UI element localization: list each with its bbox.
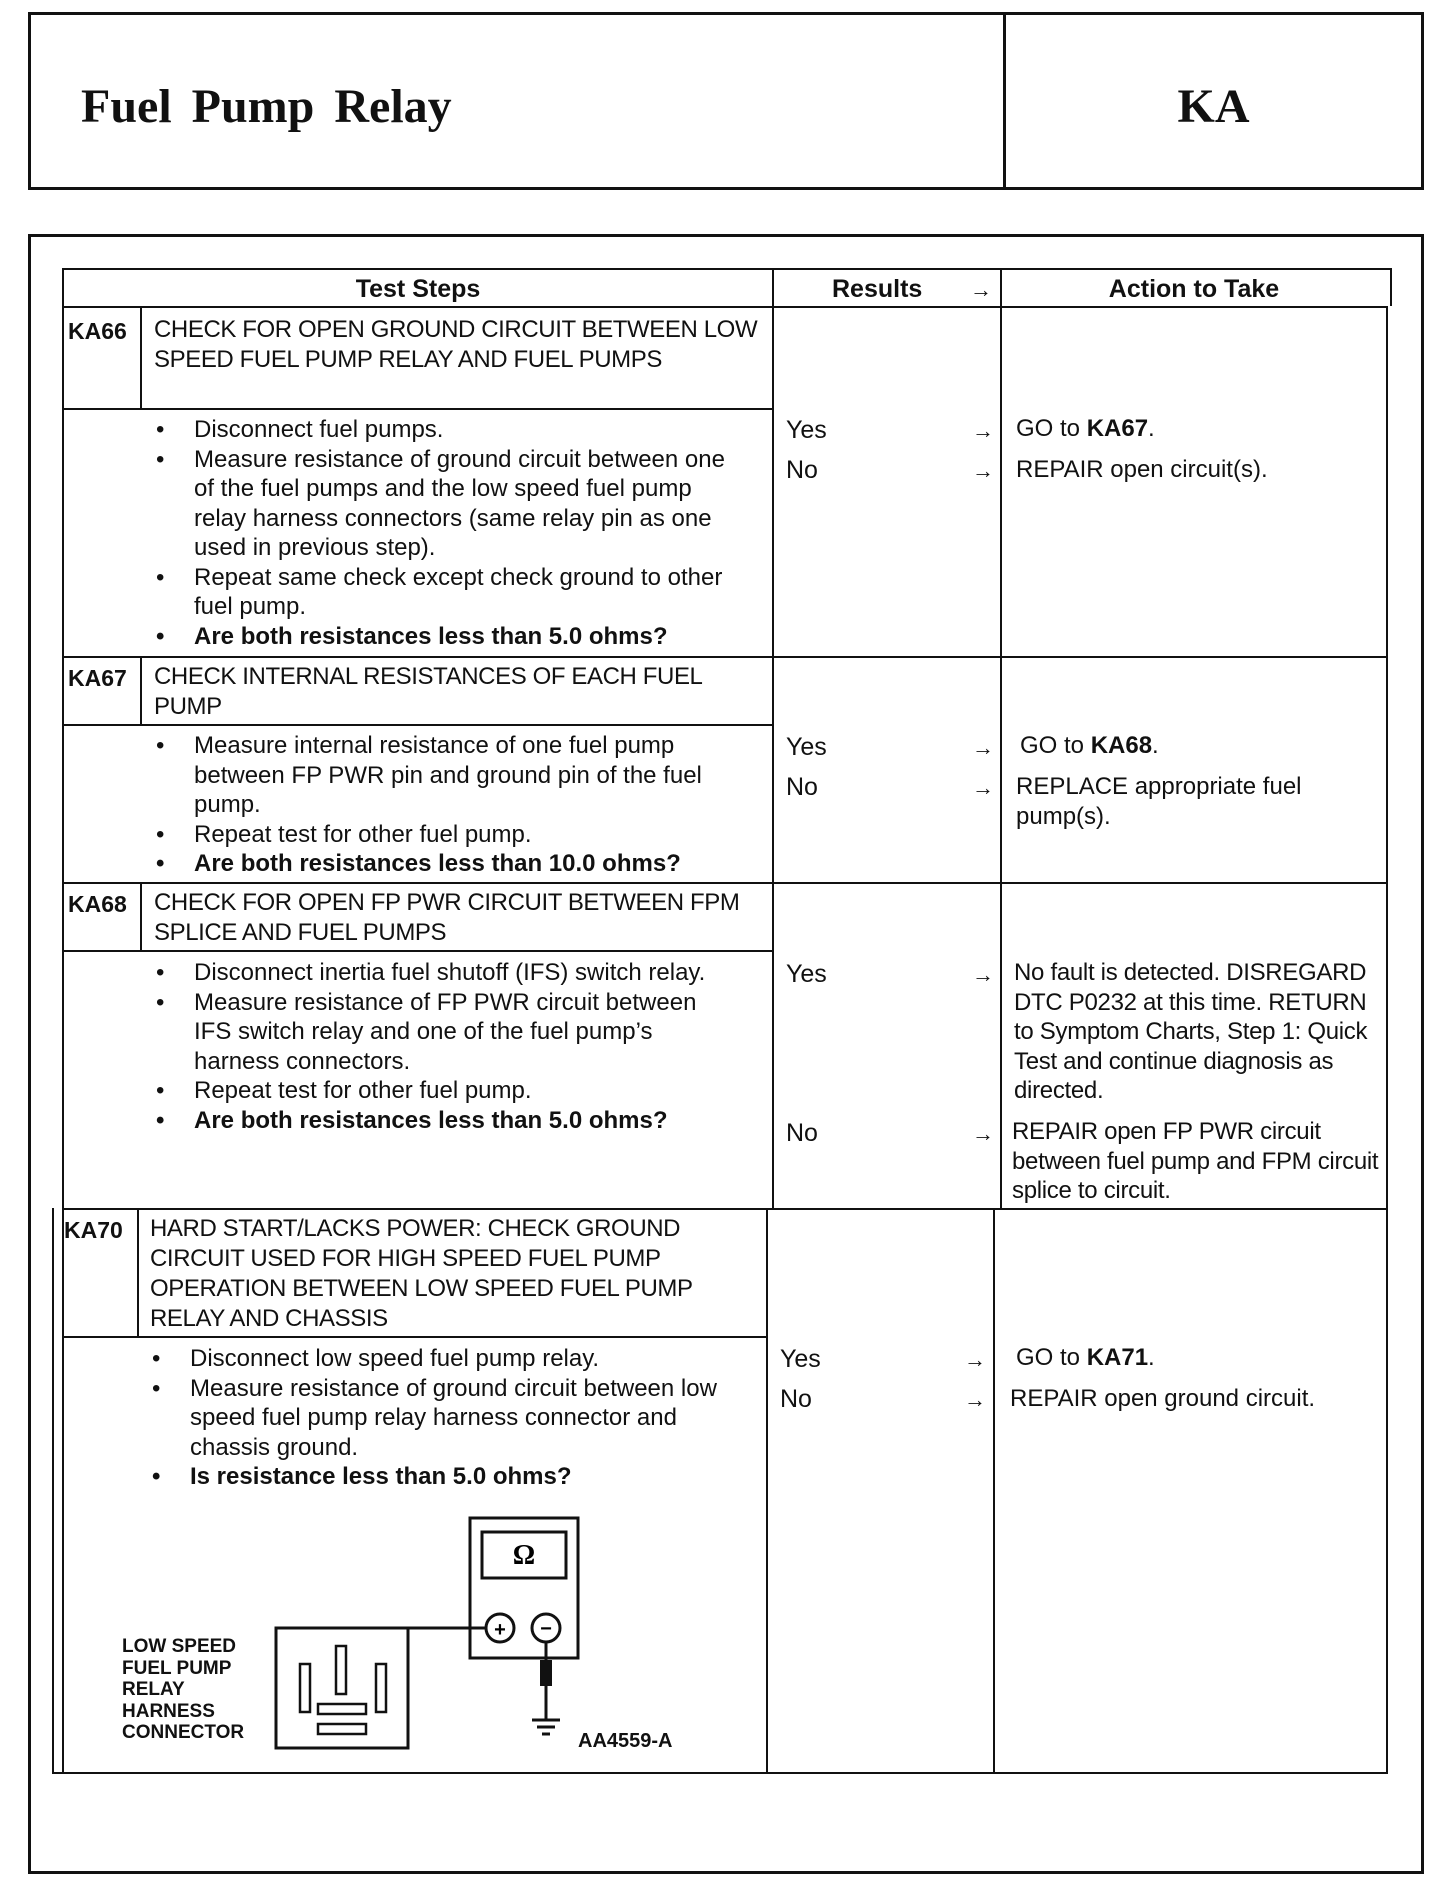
result-arrow-icon: → [972,418,994,443]
action-text: REPAIR open FP PWR circuit between fuel pump and FPM circuit splice to circuit. [1012,1118,1379,1204]
step-code: KA66 [68,318,127,344]
step-question: • Are both resistances less than 5.0 ohms? [150,622,738,652]
step-title: CHECK INTERNAL RESISTANCES OF EACH FUEL PUMP [154,663,702,720]
action-text: REPAIR open circuit(s). [1016,456,1268,483]
step-bullet: • Disconnect fuel pumps. [150,415,738,445]
step-code: KA67 [68,665,127,691]
result-no: No [786,1119,818,1147]
result-arrow-icon: → [972,735,994,760]
step-bullet: • Disconnect low speed fuel pump relay. [146,1344,740,1374]
figure-id: AA4559-A [578,1730,673,1752]
step-question: • Are both resistances less than 5.0 ohms? [150,1106,730,1136]
result-no: No [786,456,818,484]
result-yes: Yes [786,416,827,444]
step-title: HARD START/LACKS POWER: CHECK GROUND CIRCUIT USED FOR HIGH SPEED FUEL PUMP OPERATION BETWEEN LOW SPEED FUEL PUMP RELAY AND CHASSIS [150,1215,693,1332]
step-bullet: • Measure resistance of FP PWR circuit between IFS switch relay and one of the fuel pump’s harness connectors. [150,988,730,1077]
connector-label-line: FUEL PUMP [122,1657,232,1679]
connector-label [122,1636,244,1744]
step-bullet: • Repeat same check except check ground to other fuel pump. [150,563,738,622]
result-no: No [780,1385,812,1413]
step-question: • Is resistance less than 5.0 ohms? [146,1462,740,1492]
step-bullet: • Repeat test for other fuel pump. [150,1076,730,1106]
action-text: GO to KA71. [1016,1344,1155,1371]
section-code: KA [1177,80,1250,133]
result-arrow-icon: → [964,1387,986,1412]
step-question: • Are both resistances less than 10.0 ohms? [150,849,746,879]
step-code: KA68 [68,891,127,917]
action-text: REPLACE appropriate fuel pump(s). [1016,773,1302,830]
step-code: KA70 [64,1217,123,1243]
connector-label-line: RELAY [122,1679,185,1700]
result-arrow-icon: → [972,1121,994,1146]
result-yes: Yes [786,960,827,988]
step-title: CHECK FOR OPEN FP PWR CIRCUIT BETWEEN FPM SPLICE AND FUEL PUMPS [154,889,740,946]
result-arrow-icon: → [964,1347,986,1372]
result-yes: Yes [786,733,827,761]
ohm-symbol: Ω [512,1540,536,1571]
step-bullet: • Measure internal resistance of one fuel pump between FP PWR pin and ground pin of the fuel pump. [150,731,746,820]
minus-symbol: − [540,1618,552,1640]
result-arrow-icon: → [972,775,994,800]
connector-label-line: CONNECTOR [122,1722,245,1743]
column-header-results: Results [832,275,923,303]
result-arrow-icon: → [972,962,994,987]
page-title: Fuel Pump Relay [81,80,452,133]
step-bullet: • Measure resistance of ground circuit between one of the fuel pumps and the low speed fuel pump relay harness connectors (same relay pin as one used in previous step). [150,445,738,563]
action-text: No fault is detected. DISREGARD DTC P0232 at this time. RETURN to Symptom Charts, Step 1: Quick Test and continue diagnosis as directed. [1014,959,1368,1104]
action-text: REPAIR open ground circuit. [1010,1385,1316,1412]
result-no: No [786,773,818,801]
result-arrow-icon: → [972,458,994,483]
action-text: GO to KA67. [1016,415,1155,442]
column-header-action: Action to Take [1108,275,1280,303]
plus-symbol: + [494,1619,506,1641]
step-bullet: • Measure resistance of ground circuit between low speed fuel pump relay harness connector and chassis ground. [146,1374,740,1463]
result-yes: Yes [780,1345,821,1373]
connector-label-line: HARNESS [122,1700,215,1722]
step-bullet: • Disconnect inertia fuel shutoff (IFS) switch relay. [150,958,730,988]
connector-label-line: LOW SPEED [122,1636,237,1657]
action-text: GO to KA68. [1020,732,1159,759]
results-arrow-icon: → [970,277,992,302]
step-title: CHECK FOR OPEN GROUND CIRCUIT BETWEEN LOW SPEED FUEL PUMP RELAY AND FUEL PUMPS [154,316,758,373]
negative-probe-icon [540,1660,552,1686]
step-bullet: • Repeat test for other fuel pump. [150,820,746,850]
column-header-test-steps: Test Steps [355,275,481,303]
